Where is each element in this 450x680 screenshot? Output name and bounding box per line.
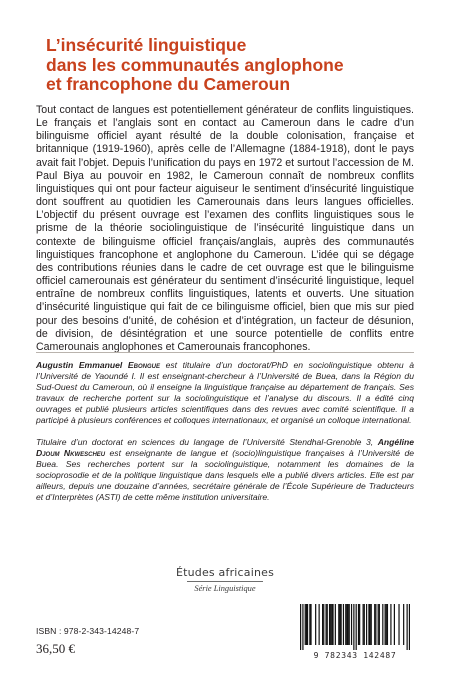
barcode [292,604,418,660]
barcode-bar-37 [374,604,375,645]
barcode-bar-42 [385,604,386,645]
book-summary [36,104,414,354]
barcode-bar-49 [407,604,408,650]
series-rule [187,581,263,582]
title-line-2: dans les communautés anglophone [46,54,344,75]
author-2-last-name: Djoum Nkwescheu [36,447,106,458]
barcode-bar-27 [353,604,354,650]
barcode-bar-21 [343,604,344,645]
barcode-bar-45 [390,604,391,645]
barcode-bar-24 [347,604,348,645]
author-bio-1 [36,360,414,427]
barcode-bar-8 [319,604,320,645]
barcode-bar-16 [332,604,333,645]
series-name: Études africaines [175,566,275,579]
barcode-bar-4 [307,604,308,645]
isbn: ISBN : 978-2-343-14248-7 [36,626,140,636]
author-2-bio-text: est enseignante de langue et (socio)linguistique françaises à l’Université de Buea. Ses recherches portent sur la sociolinguistique, notamment les domaines de la socioprosodie et de la politique linguistique dans lesquels elle a publié divers articles. Elle est par ailleurs, depuis une douzaine d’années, secrétaire générale de l’École Supérieure de Traducteurs et d’Interprètes (ASTI) de cette même institution universitaire. [36,447,414,503]
barcode-bar-23 [346,604,347,645]
barcode-bar-2 [305,604,306,645]
barcode-bars [300,604,410,650]
barcode-bar-34 [368,604,369,645]
barcode-bar-35 [369,604,370,645]
barcode-bar-13 [329,604,330,645]
barcode-bar-7 [315,604,316,645]
author-1-name [36,360,160,370]
barcode-bar-0 [300,604,301,650]
barcode-bar-47 [398,604,399,645]
author-bios [36,360,414,513]
title-line-1: L’insécurité linguistique [46,35,247,55]
barcode-bar-17 [335,604,336,645]
barcode-bar-31 [363,604,364,645]
barcode-bar-38 [375,604,376,645]
barcode-bar-14 [330,604,331,645]
barcode-bar-19 [339,604,340,645]
barcode-bar-18 [338,604,339,645]
barcode-bar-48 [403,604,404,645]
barcode-bar-26 [351,604,352,645]
title-line-3: et francophone du Cameroun [46,74,291,94]
author-1-first-name: Augustin Emmanuel [36,360,123,370]
barcode-bar-41 [382,604,383,645]
barcode-bar-44 [387,604,388,645]
barcode-bar-1 [302,604,303,650]
barcode-bar-36 [371,604,372,645]
barcode-bar-30 [359,604,360,645]
subseries-name: Série Linguistique [194,584,256,593]
barcode-bar-29 [358,604,359,645]
author-2-first-name: Angéline [377,436,414,447]
barcode-bar-40 [379,604,380,645]
barcode-bar-11 [325,604,326,645]
barcode-bar-39 [378,604,379,645]
barcode-digits: 9 782343 142487 [313,651,397,660]
barcode-bar-5 [309,604,310,645]
barcode-bar-25 [349,604,350,645]
author-2-intro: Titulaire d’un doctorat en sciences du langage de l’Université Stendhal-Grenoble 3, [36,436,378,447]
author-1-last-name: Ebongue [127,360,160,370]
barcode-bar-32 [364,604,365,645]
barcode-bar-33 [366,604,367,645]
series-logo [0,566,450,594]
author-1-bio-text: est titulaire d’un doctorat/PhD en sociolinguistique obtenu à l’Université de Yaoundé I. Il est enseignant-chercheur à l’Université de Buea, dans la Région du Sud-Ouest du Cameroun, où il enseigne la linguistique française au département de français. Ses travaux de recherche portent sur la sociolinguistique et l’analyse du discours. Il a édité cinq ouvrages et publié plusieurs articles scientifiques dans des revues avec comité scientifique. Il a participé à plusieurs conférences et colloques internationaux, et organisé un colloque international. [36,360,415,426]
barcode-bar-20 [341,604,342,645]
barcode-bar-50 [409,604,410,650]
barcode-bar-6 [310,604,311,645]
section-divider [36,352,414,353]
barcode-bar-28 [356,604,357,650]
barcode-bar-43 [386,604,387,645]
barcode-bar-10 [323,604,324,645]
barcode-bar-9 [322,604,323,645]
book-title [46,36,406,95]
barcode-bar-22 [345,604,346,645]
barcode-bar-46 [394,604,395,645]
author-bio-2 [36,437,414,504]
barcode-bar-12 [327,604,328,645]
summary-paragraph: Tout contact de langues est potentiellement générateur de conflits linguistiques. Le français et l’anglais sont en contact au Cameroun dans le cadre d’un bilinguisme officiel ayant résulté de la double colonisation, française et britannique (1919-1960), après celle de l’Allemagne (1884-1918), dont le pays avait fait l’objet. Depuis l’unification du pays en 1972 et surtout l’accession de M. Paul Biya au pouvoir en 1982, le Cameroun connaît de nombreux conflits linguistiques qui ont pour facteur aiguiseur le sentiment d’insécurité linguistique dont souffrent au quotidien les Camerounais dans leurs langues officielles. L’objectif du présent ouvrage est l’examen des conflits linguistiques sous le prisme de la théorie sociolinguistique de l’insécurité linguistique dans un contexte de bilinguisme officiel français/anglais, auprès des communautés linguistiques francophone et anglophone du Cameroun. L’idée qui se dégage des contributions réunies dans le cadre de cet ouvrage est que le bilinguisme officiel camerounais est générateur du sentiment d’insécurité linguistique, lequel entraîne de nombreux conflits linguistiques, latents et ouverts. Une situation d’insécurité linguistique qui fait de ce bilinguisme officiel, bien que mis sur pied pour des besoins d’unité, de cohésion et d’intégration, un facteur de désunion, de division, de désintégration et une source potentielle de conflits entre Camerounais anglophones et Camerounais francophones. [36,104,414,353]
price: 36,50 € [36,641,75,656]
barcode-bar-15 [331,604,332,645]
barcode-bar-3 [306,604,307,645]
